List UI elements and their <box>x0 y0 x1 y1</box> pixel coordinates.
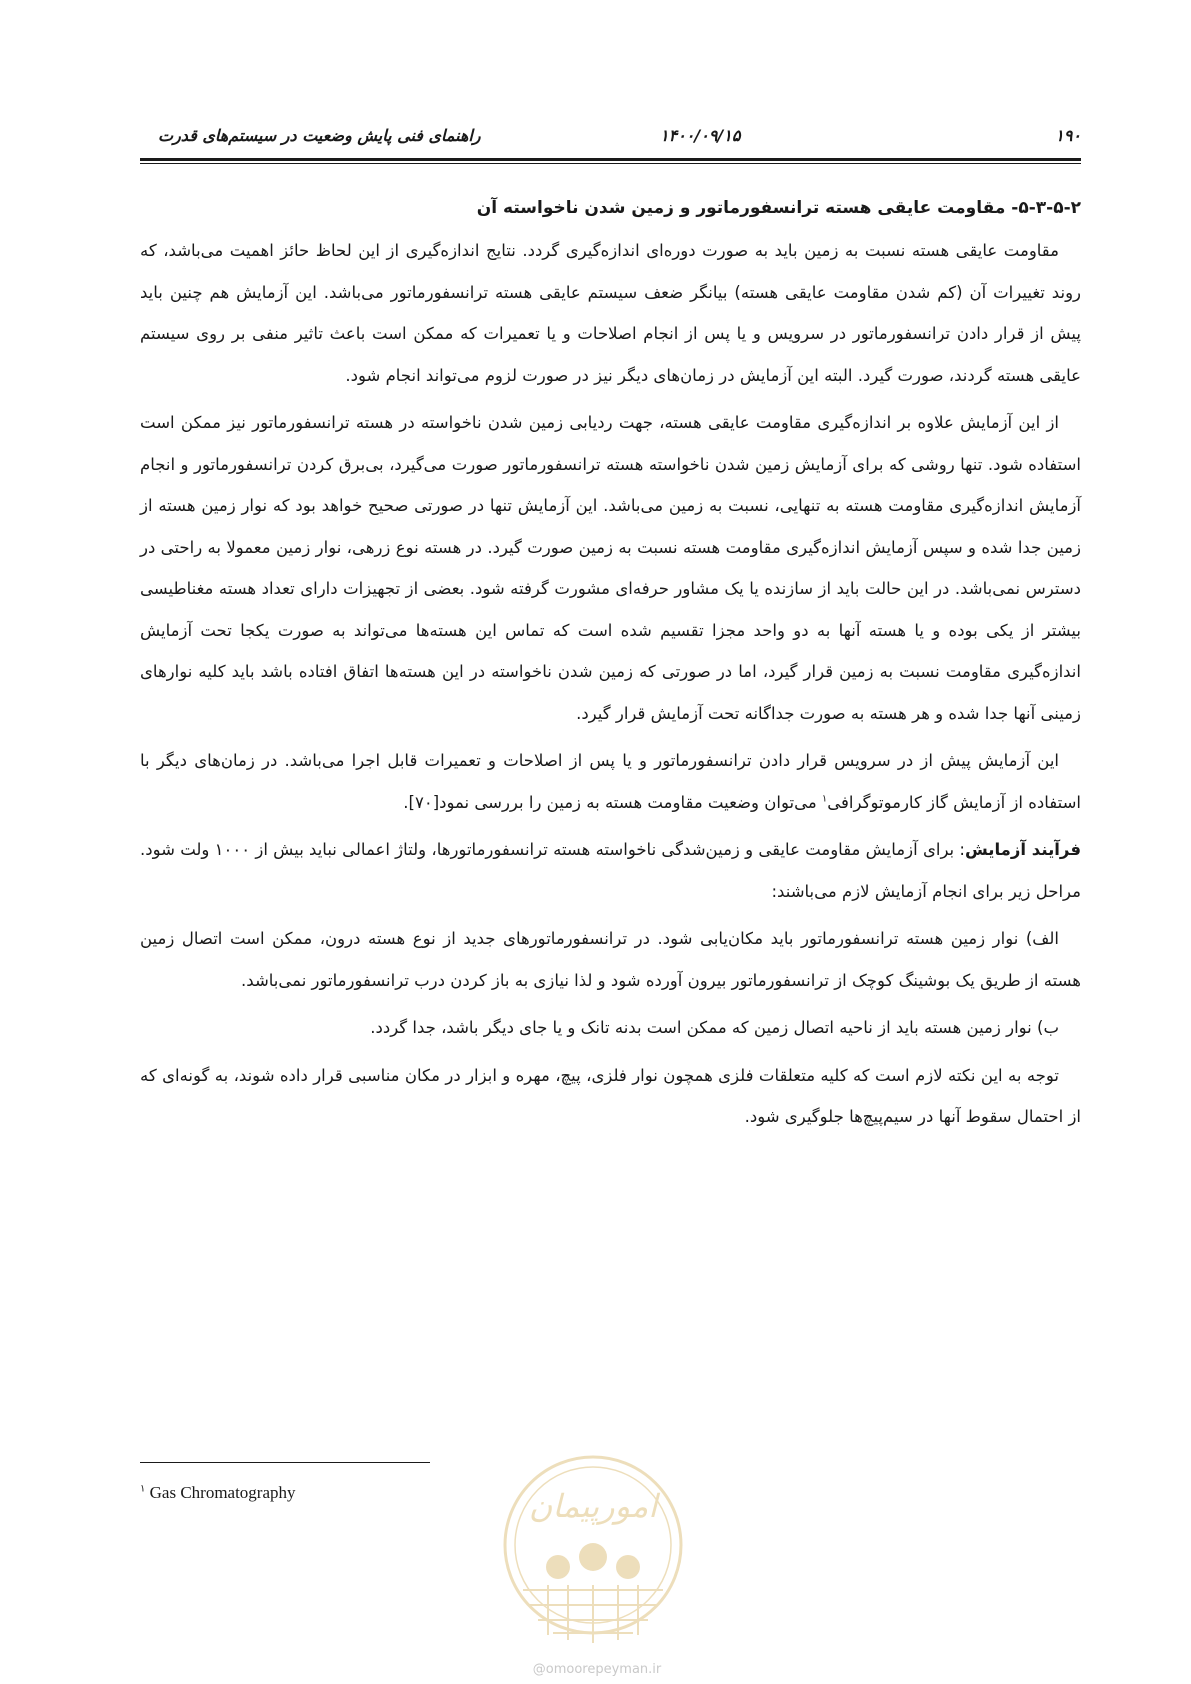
header-rule-thick <box>140 158 1081 161</box>
page-number: ۱۹۰ <box>1055 126 1081 145</box>
section-heading: ۵-۳-۵-۲- مقاومت عایقی هسته ترانسفورماتور و زمین شدن ناخواسته آن <box>476 198 1081 218</box>
main-content <box>140 186 1081 1144</box>
paragraph-2: از این آزمایش علاوه بر اندازه‌گیری مقاومت عایقی هسته، جهت ردیابی زمین شدن ناخواسته در هسته ترانسفورماتور نیز ممکن است استفاده شود. تنها روشی که برای آزمایش زمین شدن ناخواسته هسته ترانسفورماتور صورت می‌گیرد، بی‌برق کردن ترانسفورماتور و انجام آزمایش اندازه‌گیری مقاومت هسته به تنهایی، نسبت به زمین می‌باشد. این آزمایش تنها در صورتی صحیح خواهد بود که نوار زمین هسته از زمین جدا شده و سپس آزمایش اندازه‌گیری مقاومت هسته نسبت به زمین صورت گیرد. در هسته نوع زرهی، نوار زمین معمولا به راحتی در دسترس نمی‌باشد. در این حالت باید از سازنده یا یک مشاور حرفه‌ای مشورت گرفته شود. بعضی از تجهیزات دارای تعداد هسته مغناطیسی بیشتر از یکی بوده و یا هسته آنها به دو واحد مجزا تقسیم شده است که تماس این هسته‌ها می‌تواند به صورت یکجا تحت آزمایش اندازه‌گیری مقاومت نسبت به زمین قرار گیرد، اما در صورتی که زمین شدن ناخواسته در این هسته‌ها اتفاق افتاده باشد باید کلیه نوارهای زمینی آنها جدا شده و هر هسته به صورت جداگانه تحت آزمایش قرار گیرد. <box>140 413 1081 723</box>
process-text: : برای آزمایش مقاومت عایقی و زمین‌شدگی ناخواسته هسته ترانسفورماتورها، ولتاژ اعمالی نباید بیش از ۱۰۰۰ ولت شود. مراحل زیر برای انجام آزمایش لازم می‌باشند: <box>140 840 1081 901</box>
footnote-ref: ۱ <box>821 793 828 804</box>
header-rule-thin <box>140 163 1081 164</box>
step-b: ب) نوار زمین هسته باید از ناحیه اتصال زمین که ممکن است بدنه تانک و یا جای دیگر باشد، جدا گردد. <box>370 1018 1059 1037</box>
watermark-logo-text: امورپیمان <box>528 1487 658 1525</box>
watermark-url: @omoorepeyman.ir <box>532 1662 662 1677</box>
process-label: فرآیند آزمایش <box>964 840 1081 859</box>
note-paragraph: توجه به این نکته لازم است که کلیه متعلقات فلزی همچون نوار فلزی، پیچ، مهره و ابزار در مکان مناسبی قرار داده شوند، به گونه‌ای که از احتمال سقوط آنها در سیم‌پیچ‌ها جلوگیری شود. <box>140 1065 1081 1126</box>
step-a: الف) نوار زمین هسته ترانسفورماتور باید مکان‌یابی شود. در ترانسفورماتورهای جدید از نوع هسته درون، ممکن است اتصال زمین هسته از طریق یک بوشینگ کوچک از ترانسفورماتور بیرون آورده شود و لذا نیازی به باز کردن درب ترانسفورماتور نمی‌باشد. <box>140 929 1081 990</box>
paragraph-1: مقاومت عایقی هسته نسبت به زمین باید به صورت دوره‌ای اندازه‌گیری گردد. نتایج اندازه‌گیری از این لحاظ حائز اهمیت می‌باشد، که روند تغییرات آن (کم شدن مقاومت عایقی هسته) بیانگر ضعف سیستم عایقی هسته ترانسفورماتور می‌باشد. این آزمایش هم چنین باید پیش از قرار دادن ترانسفورماتور در سرویس و یا پس از انجام اصلاحات و یا تعمیرات که ممکن است باعث تاثیر منفی بر روی سیستم عایقی هسته گردند، صورت گیرد. البته این آزمایش در زمان‌های دیگر نیز در صورت لزوم می‌تواند انجام شود. <box>140 241 1081 385</box>
paragraph-3 <box>140 740 1081 823</box>
footnote <box>140 1483 296 1503</box>
page-header <box>140 126 1081 152</box>
footnote-rule <box>140 1462 430 1463</box>
footnote-text: Gas Chromatography <box>145 1483 296 1502</box>
paragraph-3-text: این آزمایش پیش از در سرویس قرار دادن ترانسفورماتور و یا پس از اصلاحات و تعمیرات قابل اجرا می‌باشد. در زمان‌های دیگر با استفاده از آزمایش گاز کارموتوگرافی <box>140 751 1081 812</box>
paragraph-3-text-end: می‌توان وضعیت مقاومت هسته به زمین را بررسی نمود[۷۰]. <box>403 792 822 812</box>
header-date: ۱۴۰۰/۰۹/۱۵ <box>660 126 741 145</box>
process-paragraph <box>140 829 1081 912</box>
watermark-logo-icon <box>498 1445 688 1660</box>
footnote-number: ۱ <box>140 1483 146 1495</box>
running-title: راهنمای فنی پایش وضعیت در سیستم‌های قدرت <box>158 126 481 145</box>
